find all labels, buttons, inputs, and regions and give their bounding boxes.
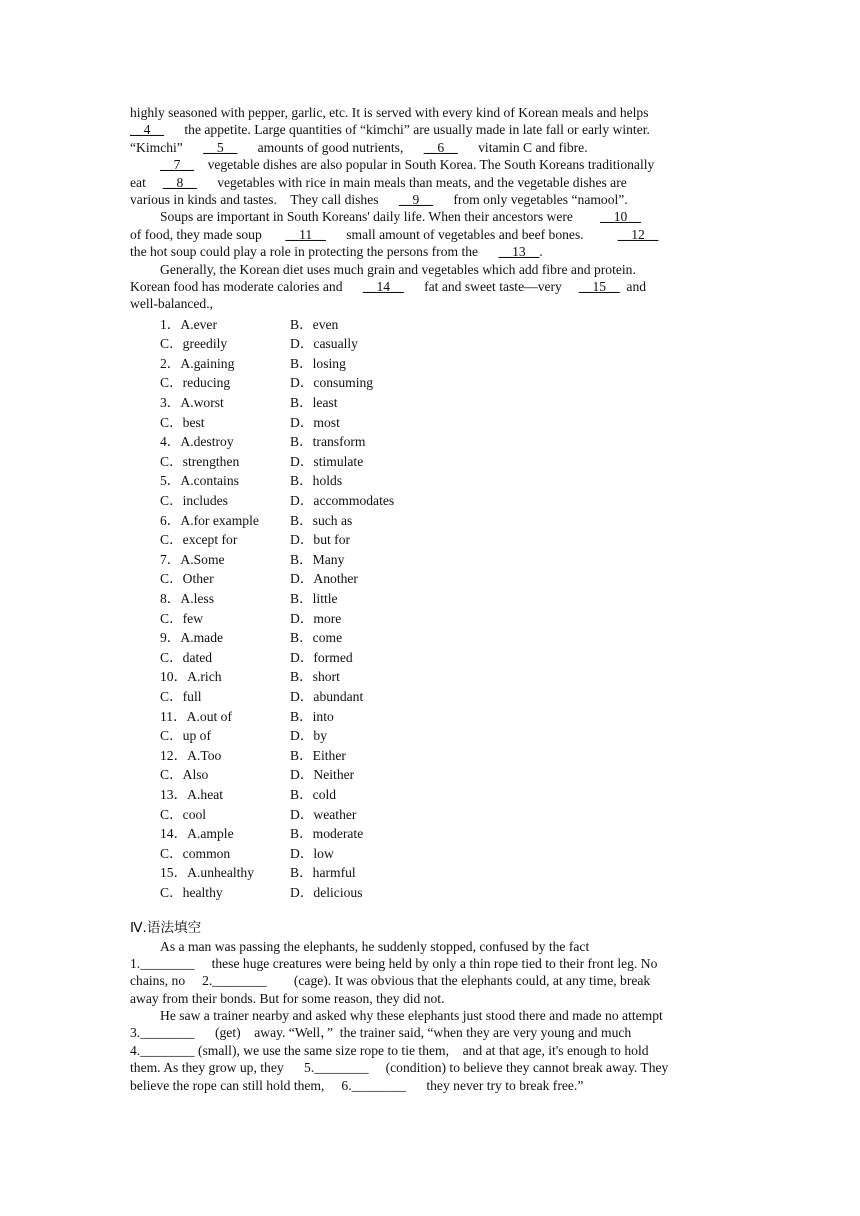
option-d[interactable]: D．delicious — [290, 884, 363, 900]
passage-line — [130, 121, 730, 138]
line-text: 3.________ (get) away. “Well，” the trainer said, “when they are very young and much — [130, 1025, 632, 1041]
option-c[interactable]: C．best — [160, 414, 205, 430]
option-b[interactable]: B．short — [290, 669, 340, 685]
question-option-row — [130, 432, 730, 452]
question-option-row — [130, 863, 730, 883]
option-b[interactable]: B．harmful — [290, 865, 356, 881]
worksheet-page — [130, 104, 730, 1094]
line-text: various in kinds and tastes. They call dishes — [130, 191, 399, 207]
question-option-row — [130, 589, 730, 609]
option-a[interactable]: 15．A.unhealthy — [160, 865, 255, 881]
option-a[interactable]: 5．A.contains — [160, 473, 239, 489]
question-option-row — [130, 452, 730, 472]
line-text: them. As they grow up, they 5.________ (condition) to believe they cannot break away. They — [130, 1060, 669, 1076]
option-d[interactable]: D．low — [290, 845, 334, 861]
cloze-blank: __11__ — [285, 226, 326, 242]
passage-line — [130, 938, 730, 955]
option-c[interactable]: C．few — [160, 610, 204, 626]
section-heading: Ⅳ.语法填空 — [130, 919, 202, 936]
passage-line — [130, 955, 730, 972]
cloze-blank: __13__ — [498, 244, 540, 260]
passage-line — [130, 1077, 730, 1094]
passage-line — [130, 226, 730, 243]
line-text: the appetite. Large quantities of “kimchi” are usually made in late fall or early winter. — [163, 122, 650, 138]
option-a[interactable]: 12．A.Too — [160, 747, 222, 763]
option-b[interactable]: B．little — [290, 591, 338, 606]
question-option-row — [130, 805, 730, 825]
question-option-row — [130, 726, 730, 746]
passage-line — [130, 278, 730, 295]
cloze-blank: __8__ — [162, 174, 197, 190]
option-d[interactable]: D．weather — [290, 806, 357, 822]
option-a[interactable]: 9．A.made — [160, 630, 224, 646]
line-text: “Kimchi” — [130, 139, 204, 155]
line-text: of food, they made soup — [130, 226, 286, 242]
question-option-row — [130, 746, 730, 766]
option-d[interactable]: D．abundant — [290, 688, 364, 704]
cloze-blank: __7__ — [160, 157, 194, 173]
line-text: vegetables with rice in main meals than meats, and the vegetable dishes are — [196, 174, 627, 190]
option-c[interactable]: C．strengthen — [160, 453, 240, 469]
option-c[interactable]: C．Other — [160, 571, 214, 587]
question-option-row — [130, 844, 730, 864]
question-option-row — [130, 648, 730, 668]
passage-line — [130, 191, 730, 208]
passage-line — [130, 990, 730, 1007]
option-d[interactable]: D．consuming — [290, 375, 374, 391]
line-text: Soups are important in South Koreans' daily life. When their ancestors were — [160, 209, 601, 225]
line-text: As a man was passing the elephants, he suddenly stopped, confused by the fact — [160, 938, 590, 954]
line-text: well-balanced., — [130, 296, 214, 312]
line-text: fat and sweet taste—very — [403, 278, 579, 294]
cloze-passage — [130, 104, 730, 313]
passage-line — [130, 1007, 730, 1024]
line-text: Korean food has moderate calories and — [130, 278, 363, 294]
option-d[interactable]: D．accommodates — [290, 493, 395, 509]
question-option-row — [130, 373, 730, 393]
option-d[interactable]: D．stimulate — [290, 453, 364, 469]
option-b[interactable]: B．least — [290, 395, 338, 411]
cloze-blank: __4__ — [130, 122, 164, 138]
option-d[interactable]: D．but for — [290, 532, 351, 548]
option-a[interactable]: 6．A.for example — [160, 512, 259, 528]
option-a[interactable]: 1．A.ever — [160, 316, 217, 332]
line-text: small amount of vegetables and beef bones. — [325, 226, 618, 242]
question-option-row — [130, 315, 730, 335]
line-text: and — [619, 278, 647, 294]
question-option-row — [130, 687, 730, 707]
option-a[interactable]: 13．A.heat — [160, 786, 224, 802]
option-a[interactable]: 11．A.out of — [160, 708, 232, 724]
option-b[interactable]: B．come — [290, 630, 343, 646]
option-b[interactable]: B．losing — [290, 355, 346, 371]
option-a[interactable]: 8．A.less — [160, 591, 214, 606]
passage-line — [130, 156, 730, 173]
question-option-row — [130, 550, 730, 570]
line-text: highly seasoned with pepper, garlic, etc. It is served with every kind of Korean meals and helps — [130, 105, 649, 120]
line-text: vitamin C and fibre. — [457, 139, 588, 155]
passage-line — [130, 1059, 730, 1076]
option-b[interactable]: B．moderate — [290, 826, 364, 842]
line-text: away from their bonds. But for some reason, they did not. — [130, 990, 445, 1006]
option-a[interactable]: 7．A.Some — [160, 551, 225, 567]
option-b[interactable]: B．Many — [290, 551, 345, 567]
option-d[interactable]: D．by — [290, 728, 328, 744]
question-option-row — [130, 413, 730, 433]
question-option-row — [130, 609, 730, 629]
question-option-row — [130, 393, 730, 413]
line-text: from only vegetables “namool”. — [432, 191, 628, 207]
question-option-row — [130, 667, 730, 687]
option-d[interactable]: D．casually — [290, 336, 358, 352]
option-a[interactable]: 14．A.ample — [160, 826, 234, 842]
option-d[interactable]: D．Another — [290, 571, 358, 587]
question-option-row — [130, 785, 730, 805]
question-option-row — [130, 824, 730, 844]
passage-line — [130, 1024, 730, 1041]
option-d[interactable]: D．more — [290, 610, 342, 626]
option-c[interactable]: C．common — [160, 845, 231, 861]
option-b[interactable]: B．such as — [290, 512, 353, 528]
option-c[interactable]: C．dated — [160, 649, 213, 665]
line-text: 4.________ (small), we use the same size rope to tie them, and at that age, it's enough to hold — [130, 1042, 649, 1058]
passage-line — [130, 208, 730, 225]
option-d[interactable]: D．Neither — [290, 767, 355, 783]
option-b[interactable]: B．Either — [290, 747, 346, 763]
line-text: amounts of good nutrients, — [237, 139, 424, 155]
cloze-blank: __9__ — [398, 191, 433, 207]
option-b[interactable]: B．holds — [290, 473, 343, 489]
question-option-row — [130, 883, 730, 903]
option-b[interactable]: B．even — [290, 316, 339, 332]
option-c[interactable]: C．reducing — [160, 375, 231, 391]
option-c[interactable]: C．Also — [160, 767, 209, 783]
option-a[interactable]: 2．A.gaining — [160, 355, 235, 371]
question-option-row — [130, 354, 730, 374]
question-option-row — [130, 511, 730, 531]
line-text: vegetable dishes are also popular in South Korea. The South Koreans traditionally — [193, 157, 655, 173]
option-b[interactable]: B．cold — [290, 786, 337, 802]
cloze-blank: __6__ — [423, 139, 458, 155]
option-b[interactable]: B．into — [290, 708, 334, 724]
passage-line — [130, 972, 730, 989]
cloze-blank: __12__ — [617, 226, 659, 242]
line-text: He saw a trainer nearby and asked why these elephants just stood there and made no attempt — [160, 1008, 663, 1024]
option-d[interactable]: D．formed — [290, 649, 353, 665]
option-c[interactable]: C．greedily — [160, 336, 228, 352]
option-a[interactable]: 4．A.destroy — [160, 434, 234, 450]
option-c[interactable]: C．includes — [160, 493, 228, 509]
passage-line — [130, 261, 730, 278]
passage-line — [130, 243, 730, 260]
passage-line — [130, 1042, 730, 1059]
line-text: eat — [130, 174, 163, 190]
option-c[interactable]: C．except for — [160, 532, 238, 548]
option-d[interactable]: D．most — [290, 414, 340, 430]
option-c[interactable]: C．cool — [160, 806, 207, 822]
question-option-row — [130, 530, 730, 550]
passage-line — [130, 139, 730, 156]
option-c[interactable]: C．full — [160, 688, 202, 704]
question-option-row — [130, 471, 730, 491]
line-text: chains, no 2.________ (cage). It was obvious that the elephants could, at any time, break — [130, 973, 651, 989]
option-c[interactable]: C．healthy — [160, 884, 223, 900]
question-option-row — [130, 334, 730, 354]
option-c[interactable]: C．up of — [160, 728, 211, 744]
question-option-row — [130, 707, 730, 727]
cloze-blank: __5__ — [203, 139, 238, 155]
question-option-row — [130, 491, 730, 511]
cloze-blank: __15__ — [578, 278, 620, 294]
line-text: the hot soup could play a role in protecting the persons from the — [130, 244, 499, 260]
option-a[interactable]: 10．A.rich — [160, 669, 222, 685]
line-text: 1.________ these huge creatures were being held by only a thin rope tied to their front leg. No — [130, 955, 658, 971]
line-text: . — [539, 244, 543, 260]
line-text: believe the rope can still hold them, 6.________ they never try to break free.” — [130, 1077, 584, 1093]
question-option-row — [130, 628, 730, 648]
option-a[interactable]: 3．A.worst — [160, 395, 224, 411]
option-b[interactable]: B．transform — [290, 434, 366, 450]
question-option-row — [130, 765, 730, 785]
passage-line — [130, 174, 730, 191]
cloze-blank: __10__ — [600, 209, 641, 225]
cloze-blank: __14__ — [362, 278, 404, 294]
question-option-row — [130, 569, 730, 589]
grammar-fill-passage — [130, 938, 730, 1095]
passage-line — [130, 104, 730, 121]
answer-options-list — [130, 315, 730, 903]
passage-line — [130, 295, 730, 312]
line-text: Generally, the Korean diet uses much grain and vegetables which add fibre and protein. — [160, 261, 636, 277]
